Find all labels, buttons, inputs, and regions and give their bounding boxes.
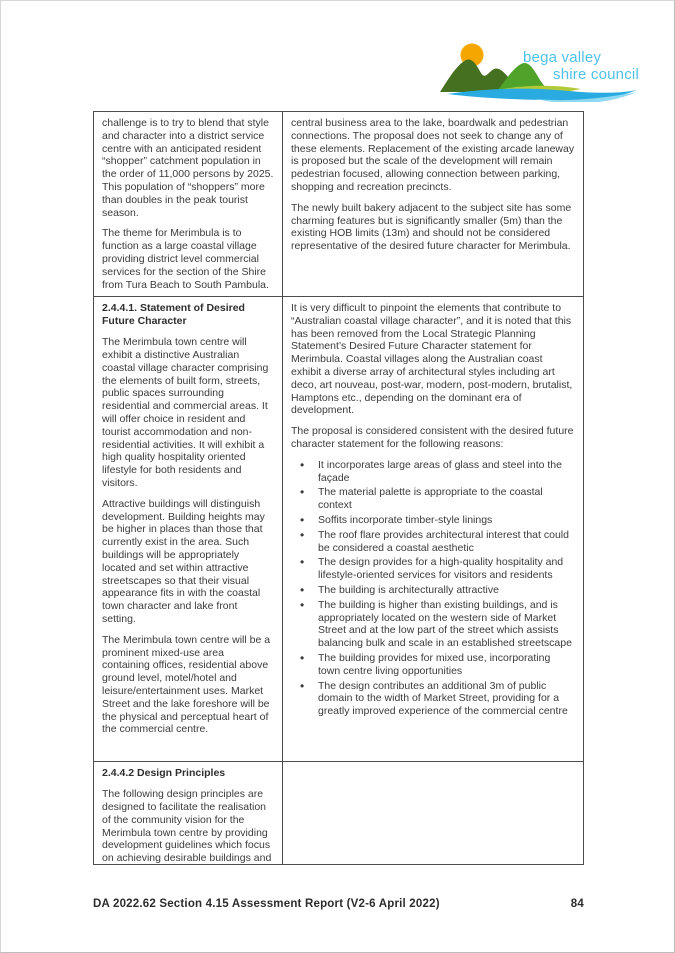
logo-wordmark	[523, 50, 639, 84]
comment-cell	[283, 297, 583, 761]
footer-page-number: 84	[570, 898, 584, 910]
list-item: • It incorporates large areas of glass and steel into the façade	[291, 459, 575, 485]
logo-name-line1: bega valley	[523, 49, 602, 66]
comment-cell	[283, 112, 583, 296]
logo-name-line2: shire council	[553, 65, 639, 83]
assessment-table	[93, 111, 584, 865]
paragraph: It is very difficult to pinpoint the elements that contribute to “Australian coastal village character”, and it is noted that this has been removed from the Local Strategic Planning Statement’s Desired Future Character statement for Merimbula. Coastal villages along the Australian coast exhibit a diverse array of architectural styles including art deco, art nouveau, post-war, modern, post-modern, brutalist, Hamptons etc., depending on the dominant era of development.	[291, 302, 573, 417]
list-item: • The design contributes an additional 3m of public domain to the width of Market Street, providing for a greatly improved experience of the commercial centre	[291, 680, 575, 718]
table-row	[94, 112, 583, 297]
list-item: • The building provides for mixed use, incorporating town centre living opportunities	[291, 652, 575, 678]
section-heading: 2.4.4.1. Statement of Desired Future Character	[102, 302, 245, 328]
section-heading: 2.4.4.2 Design Principles	[102, 767, 226, 779]
control-text-cell	[94, 112, 283, 296]
table-row	[94, 297, 583, 762]
page-footer	[93, 898, 584, 910]
table-row	[94, 762, 583, 864]
bega-valley-shire-council-logo	[439, 42, 639, 102]
list-item: • The building is architecturally attractive	[291, 584, 575, 597]
paragraph: The proposal is considered consistent with the desired future character statement for the following reasons:	[291, 425, 574, 450]
list-item: • Soffits incorporate timber-style linings	[291, 514, 575, 527]
footer-report-title: DA 2022.62 Section 4.15 Assessment Report (V2-6 April 2022)	[93, 898, 440, 910]
paragraph: challenge is to try to blend that style and character into a district service centre with an anticipated resident “shopper” catchment population in the order of 11,000 persons by 2025. This population of “shoppers” more than doubles in the peak tourist season.	[102, 117, 274, 219]
control-text-cell	[94, 762, 283, 864]
paragraph: The Merimbula town centre will be a prominent mixed-use area containing offices, residential above ground level, motel/hotel and leisure/entertainment uses. Market Street and the lake foreshore will be the physical and perceptual heart of the commercial centre.	[102, 633, 271, 736]
paragraph: The following design principles are designed to facilitate the realisation of the community vision for the Merimbula town centre by providing development guidelines which focus on achieving desirable buildings and	[102, 788, 272, 864]
list-item: • The design provides for a high-quality hospitality and lifestyle-oriented services for visitors and residents	[291, 556, 575, 582]
control-text-cell	[94, 297, 283, 761]
paragraph: The Merimbula town centre will exhibit a distinctive Australian coastal village character comprising the elements of built form, streets, public spaces surrounding residential and commercial areas. It will offer choice in resident and tourist accommodation and non-residential activities. It will exhibit a high quality hospitality oriented lifestyle for both residents and visitors.	[102, 336, 269, 490]
comment-cell-empty	[283, 762, 583, 864]
reasons-bullet-list	[291, 459, 575, 718]
list-item: • The building is higher than existing buildings, and is appropriately located on the western side of Market Street and at the low part of the street which assists balancing bulk and scale in an established streetscape	[291, 599, 575, 650]
paragraph: The newly built bakery adjacent to the subject site has some charming features but is significantly smaller (5m) than the existing HOB limits (13m) and should not be considered representative of the desired future character for Merimbula.	[291, 201, 572, 253]
list-item: • The roof flare provides architectural interest that could be considered a coastal aesthetic	[291, 529, 575, 555]
paragraph: The theme for Merimbula is to function as a large coastal village providing district level commercial services for the section of the Shire from Tura Beach to South Pambula.	[102, 227, 269, 291]
paragraph: Attractive buildings will distinguish development. Building heights may be higher in places than those that currently exist in the area. Such buildings will be appropriately located and set within attractive streetscapes so that their visual appearance fits in with the coastal town character and lake front setting.	[102, 497, 265, 625]
list-item: • The material palette is appropriate to the coastal context	[291, 486, 575, 512]
paragraph: central business area to the lake, boardwalk and pedestrian connections. The proposal does not seek to change any of these elements. Replacement of the existing arcade laneway is proposed but the scale of the development will remain pedestrian focused, allowing connection between parking, shopping and recreation precincts.	[291, 117, 575, 193]
